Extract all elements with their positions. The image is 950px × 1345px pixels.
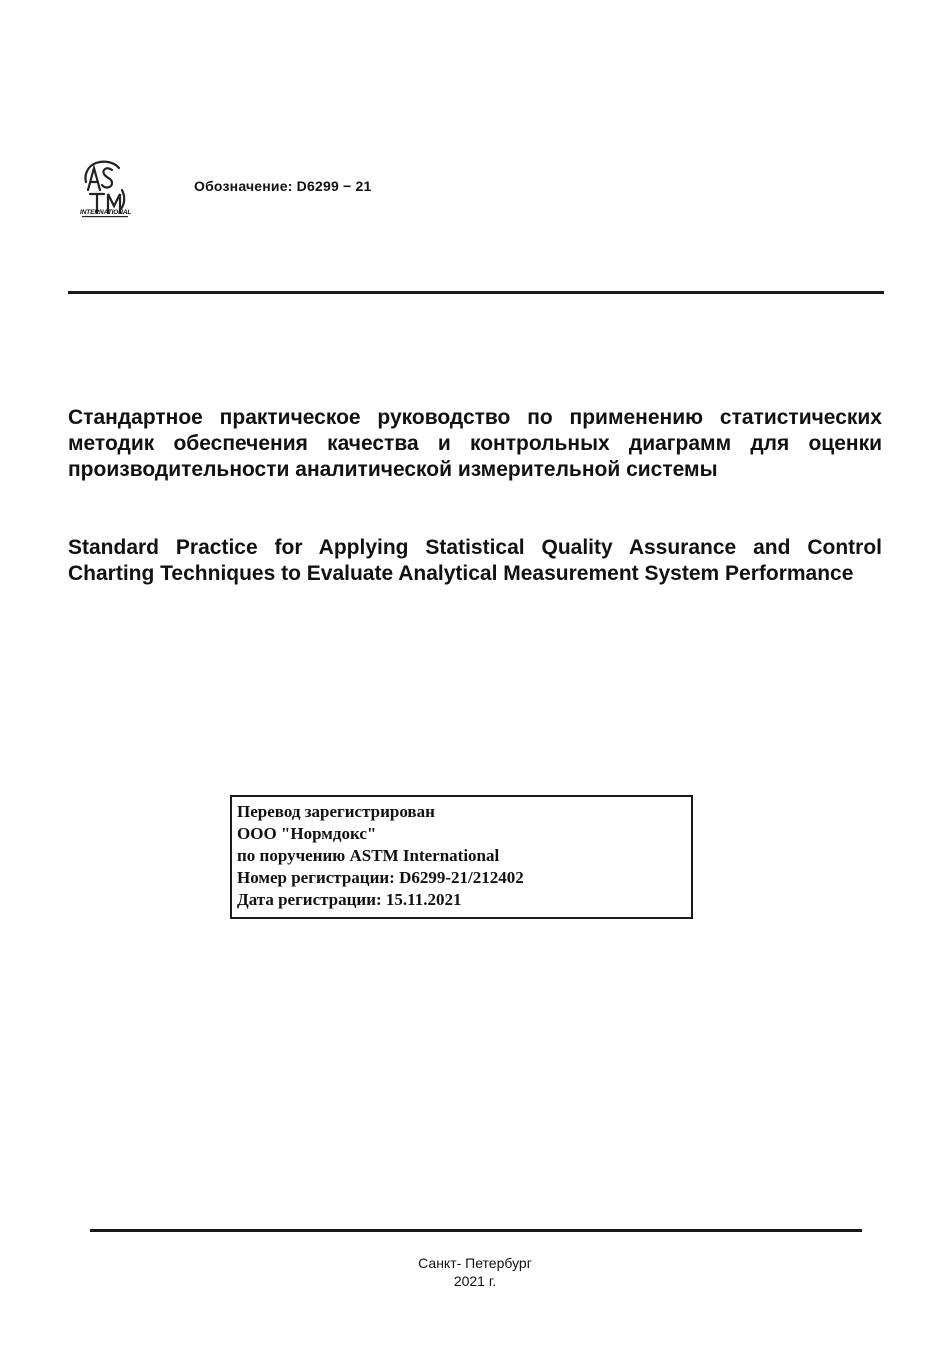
- registration-line: ООО "Нормдокс": [237, 824, 377, 843]
- bottom-divider: [90, 1229, 862, 1232]
- footer: [0, 1254, 950, 1290]
- registration-line: Перевод зарегистрирован: [237, 802, 435, 821]
- registration-line: Дата регистрации: 15.11.2021: [237, 890, 462, 909]
- document-designation: Обозначение: D6299 − 21: [194, 178, 372, 194]
- registration-line: по поручению ASTM International: [237, 846, 500, 865]
- astm-logo: [78, 160, 132, 224]
- registration-line: Номер регистрации: D6299-21/212402: [237, 868, 524, 887]
- footer-year: 2021 г.: [453, 1273, 497, 1289]
- title-russian: Стандартное практическое руководство по применению статистических методик обеспечения качества и контрольных диаграмм для оценки производительности аналитической измерительной системы: [68, 406, 882, 481]
- title-english: Standard Practice for Applying Statistical Quality Assurance and Control Charting Techniques to Evaluate Analytical Measurement System Performance: [68, 536, 882, 585]
- astm-logo-caption: INTERNATIONAL: [80, 209, 132, 216]
- top-divider: [68, 291, 884, 294]
- registration-box: [230, 795, 693, 919]
- footer-city: Санкт- Петербург: [418, 1255, 532, 1271]
